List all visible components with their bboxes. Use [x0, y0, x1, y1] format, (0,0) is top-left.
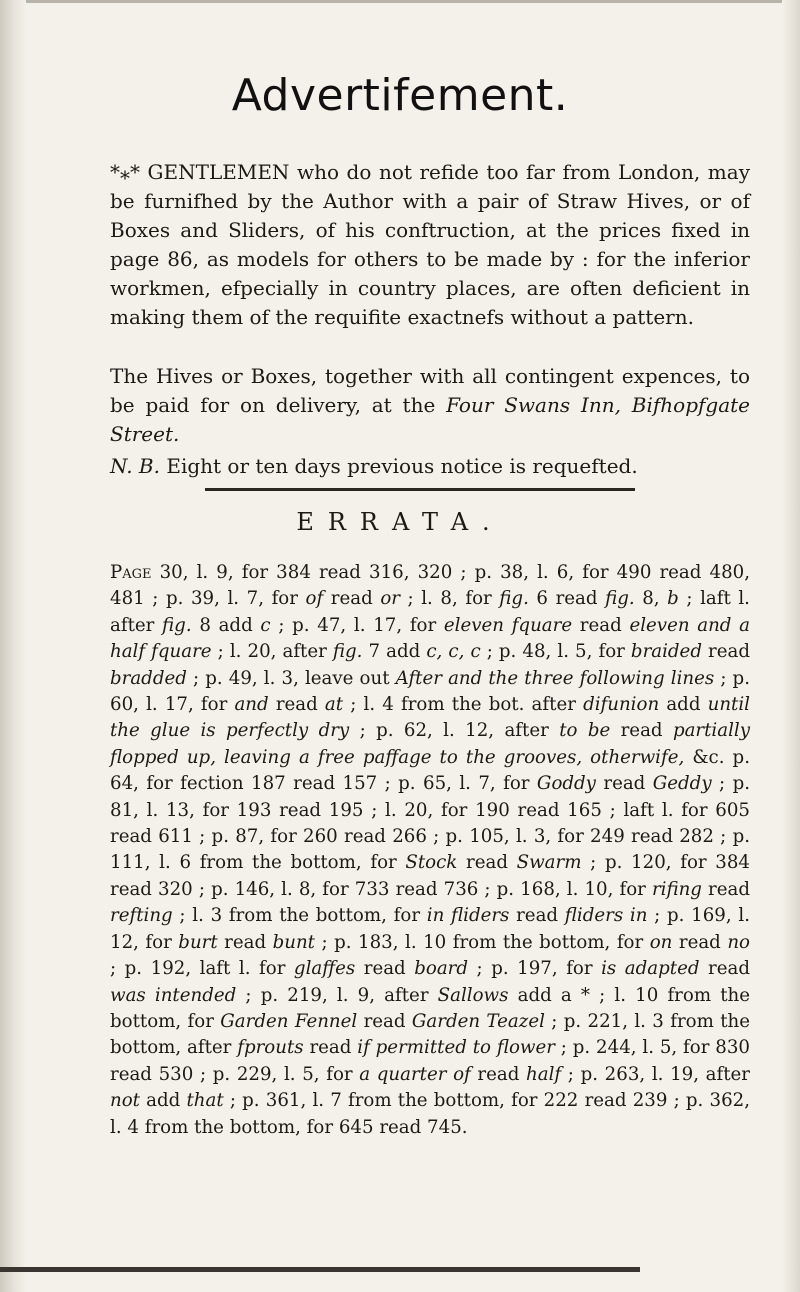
errata-segment: ; p. 48, l. 5, for [480, 641, 631, 663]
notice-text: Eight or ten days previous notice is requefted. [160, 454, 638, 478]
errata-segment: eleven and a half fquare [110, 614, 750, 663]
errata-segment: ; p. 47, l. 17, for [270, 614, 444, 636]
errata-segment: Sallows [437, 984, 509, 1006]
errata-segment: fprouts [237, 1037, 304, 1059]
errata-segment: ; laft l. after [110, 588, 750, 636]
errata-segment: ; p. 263, l. 19, after [561, 1063, 750, 1085]
payment-text: The Hives or Boxes, together with all contingent expences, to be paid for on delivery, at the [110, 364, 750, 417]
errata-segment: not [110, 1090, 140, 1112]
errata-segment: Garden Fennel [220, 1010, 358, 1032]
errata-segment: Geddy [652, 773, 712, 795]
errata-segment: fig. [162, 614, 192, 636]
errata-segment: until the glue is perfectly dry [110, 694, 750, 742]
errata-segment: refting [110, 905, 173, 927]
errata-segment: at [324, 694, 344, 716]
errata-segment: of [305, 588, 324, 610]
errata-segment: ; p. 219, l. 9, after [236, 984, 438, 1006]
errata-heading: ERRATA. [296, 508, 504, 536]
errata-segment: read [595, 773, 653, 795]
errata-segment: ; l. 4 from the bot. after [343, 694, 584, 716]
errata-segment: Goddy [536, 773, 596, 795]
errata-segment: read [217, 931, 273, 953]
errata-segment: rifing [651, 878, 702, 900]
errata-segment: if permitted to flower [357, 1037, 555, 1059]
errata-segment: ; p. 192, laft l. for [110, 958, 294, 980]
errata-segment: burt [178, 931, 218, 953]
errata-segment: fliders in [564, 905, 648, 927]
errata-segment: ; p. 60, l. 17, for [110, 667, 750, 716]
errata-segment: 6 read [528, 588, 606, 610]
errata-segment: and [234, 694, 269, 716]
errata-segment: ; p. 221, l. 3 from the bottom, after [110, 1010, 750, 1059]
errata-segment: to be [559, 720, 611, 742]
errata-segment: fig. [332, 641, 363, 663]
errata-segment: eleven fquare [443, 614, 573, 636]
errata-segment: ; l. 20, after [211, 641, 333, 663]
errata-segment: board [414, 958, 469, 980]
errata-segment: that [186, 1090, 224, 1112]
errata-segment: add a * ; l. 10 from the bottom, for [110, 984, 751, 1032]
errata-segment: no [727, 931, 750, 953]
section-divider [205, 488, 635, 491]
errata-segment: on [649, 931, 673, 953]
errata-segment: read [303, 1037, 358, 1059]
errata-segment: Swarm [516, 852, 582, 874]
errata-segment: fig. [605, 588, 635, 610]
top-edge-rule [0, 0, 800, 3]
errata-segment: braided [630, 641, 702, 663]
errata-segment: read [610, 720, 673, 742]
errata-segment: add [139, 1090, 187, 1112]
errata-segment: ; p. 120, for 384 read 320 ; p. 146, l. 8, for 733 read 736 ; p. 168, l. 10, for [110, 852, 751, 900]
errata-segment: read [355, 958, 415, 980]
errata-segment: c, c, c [426, 641, 481, 663]
errata-segment: ; p. 49, l. 3, leave out [186, 667, 396, 689]
advertisement-paragraph: *⁎* GENTLEMEN who do not refide too far from London, may be furnifhed by the Author with a pair of Straw Hives, or of Boxes and Sliders, of his conftruction, at the prices fixed in page 86, as models for others to be made by : for the inferior workmen, efpecially in country places, are often deficient in making them of the requifite exactnefs without a pattern. [110, 160, 750, 329]
errata-segment: read [268, 694, 325, 716]
errata-segment: ; p. 244, l. 5, for 830 read 530 ; p. 229, l. 5, for [110, 1037, 750, 1085]
errata-segment: ; p. 197, for [468, 958, 602, 980]
left-page-edge [0, 0, 26, 1292]
errata-segment: Garden Teazel [411, 1010, 545, 1032]
errata-segment: &c. p. 64, for fection 187 read 157 ; p. 65, l. 7, for [110, 746, 750, 795]
errata-segment: ; p. 361, l. 7 from the bottom, for 222 read 239 ; p. 362, l. 4 from the bottom, for 645 read 745. [110, 1090, 750, 1138]
errata-segment: read [701, 641, 750, 663]
errata-segment: read [672, 931, 728, 953]
errata-segment: read [509, 905, 565, 927]
nota-bene-label: N. B. [110, 454, 160, 478]
errata-segment: was intended [110, 984, 237, 1006]
errata-segment: read [357, 1010, 412, 1032]
errata-segment: After and the three following lines [395, 667, 715, 689]
errata-segment: add [659, 694, 708, 716]
errata-segment: ; p. 62, l. 12, after [349, 720, 560, 742]
errata-segment: ; p. 81, l. 13, for 193 read 195 ; l. 20, for 190 read 165 ; laft l. for 605 read 611 ; p. 87, for 260 read 266 ; p. 105, l. 3, for 249 read 282 ; p. 111, l. 6 from the bottom, for [110, 773, 750, 874]
errata-segment: difunion [583, 694, 660, 716]
errata-segment: read [470, 1063, 527, 1085]
errata-segment: b [667, 588, 679, 610]
errata-segment: c [260, 614, 271, 636]
errata-segment: ; l. 3 from the bottom, for [172, 905, 427, 927]
errata-segment: ; p. 183, l. 10 from the bottom, for [314, 931, 650, 953]
errata-segment: a quarter of [359, 1063, 471, 1085]
inn-name: Four Swans Inn, Bifhopfgate Street. [110, 393, 750, 446]
bottom-edge-rule [0, 1267, 640, 1272]
errata-segment: bradded [110, 667, 187, 689]
errata-segment: read [323, 588, 381, 610]
right-page-edge [782, 0, 800, 1292]
errata-segment: partially flopped up, leaving a free paffage to the grooves, otherwife, [110, 720, 750, 768]
errata-segment: ; l. 8, for [399, 588, 500, 610]
payment-paragraph [110, 362, 750, 449]
errata-segment: read [699, 958, 750, 980]
errata-segment: is adapted [601, 958, 700, 980]
notice-paragraph [110, 452, 750, 481]
errata-segment: read [457, 852, 517, 874]
errata-segment: 8 add [191, 614, 261, 636]
errata-segment: in fliders [426, 905, 510, 927]
errata-segment: Stock [405, 852, 458, 874]
errata-segment: 30, l. 9, for 384 read 316, 320 ; p. 38, l. 6, for 490 read 480, 481 ; p. 39, l. 7, for [110, 562, 750, 610]
errata-segment: 7 add [362, 641, 427, 663]
errata-segment: bunt [272, 931, 315, 953]
errata-segment: Page [110, 562, 152, 583]
errata-segment: read [701, 878, 750, 900]
errata-segment: read [572, 614, 630, 636]
page-title: Advertifement. [231, 70, 569, 121]
errata-segment: fig. [499, 588, 529, 610]
errata-segment: half [526, 1063, 562, 1085]
errata-list [110, 560, 750, 1141]
errata-segment: 8, [634, 588, 668, 610]
errata-segment: ; p. 169, l. 12, for [110, 905, 750, 953]
errata-segment: glaffes [293, 958, 356, 980]
errata-segment: or [380, 588, 400, 610]
